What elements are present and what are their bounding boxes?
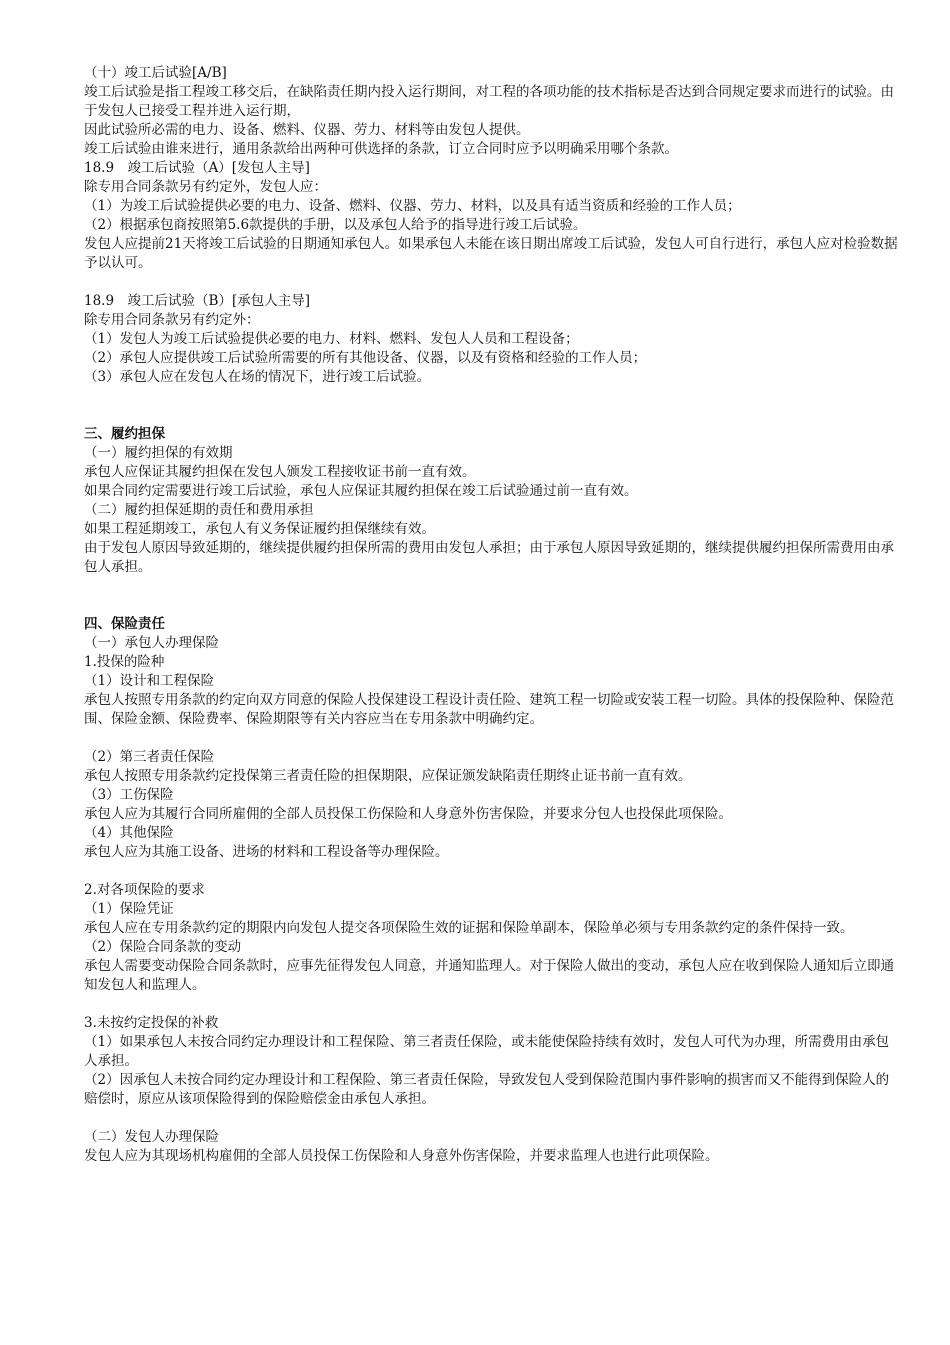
paragraph: 承包人按照专用条款约定投保第三者责任险的担保期限，应保证颁发缺陷责任期终止证书前一直有效。: [84, 768, 692, 784]
paragraph: 承包人应为其施工设备、进场的材料和工程设备等办理保险。: [84, 844, 449, 860]
section-4-heading: 四、保险责任: [84, 616, 165, 632]
clause-b-title: 18.9 竣工后试验（B）[承包人主导]: [84, 293, 311, 309]
paragraph: 竣工后试验是指工程竣工移交后，在缺陷责任期内投入运行期间，对工程的各项功能的技术指标是否达到合同规定要求而进行的试验。由于发包人已接受工程并进入运行期，: [84, 84, 894, 119]
section-3-heading: 三、履约担保: [84, 426, 165, 442]
section-10-title: （十）竣工后试验[A/B]: [84, 65, 227, 81]
subsection-title: （一）承包人办理保险: [84, 635, 219, 651]
item-title: （2）保险合同条款的变动: [84, 939, 242, 955]
list-item: （2）根据承包商按照第5.6款提供的手册，以及承包人给予的指导进行竣工后试验。: [84, 217, 587, 233]
list-item: （2）承包人应提供竣工后试验所需要的所有其他设备、仪器，以及有资格和经验的工作人员；: [84, 350, 647, 366]
paragraph: 除专用合同条款另有约定外：: [84, 312, 260, 328]
paragraph: 发包人应为其现场机构雇佣的全部人员投保工伤保险和人身意外伤害保险，并要求监理人也进行此项保险。: [84, 1148, 719, 1164]
list-item: （1）发包人为竣工后试验提供必要的电力、材料、燃料、发包人人员和工程设备；: [84, 331, 579, 347]
paragraph: 如果合同约定需要进行竣工后试验，承包人应保证其履约担保在竣工后试验通过前一直有效。: [84, 483, 638, 499]
subsection-title: （一）履约担保的有效期: [84, 445, 233, 461]
paragraph: 竣工后试验由谁来进行，通用条款给出两种可供选择的条款，订立合同时应予以明确采用哪个条款。: [84, 141, 678, 157]
subsection-title: 2.对各项保险的要求: [84, 882, 205, 898]
paragraph: 因此试验所必需的电力、设备、燃料、仪器、劳力、材料等由发包人提供。: [84, 122, 530, 138]
item-title: （1）设计和工程保险: [84, 673, 215, 689]
subsection-title: （二）履约担保延期的责任和费用承担: [84, 502, 314, 518]
paragraph: 如果工程延期竣工，承包人有义务保证履约担保继续有效。: [84, 521, 435, 537]
subsection-title: 1.投保的险种: [84, 654, 165, 670]
subsection-title: 3.未按约定投保的补救: [84, 1015, 219, 1031]
item-title: （3）工伤保险: [84, 787, 174, 803]
paragraph: 除专用合同条款另有约定外，发包人应：: [84, 179, 327, 195]
list-item: （3）承包人应在发包人在场的情况下，进行竣工后试验。: [84, 369, 431, 385]
paragraph: 承包人按照专用条款的约定向双方同意的保险人投保建设工程设计责任险、建筑工程一切险或安装工程一切险。具体的投保险种、保险范围、保险金额、保险费率、保险期限等有关内容应当在专用条款中明确约定。: [84, 692, 894, 727]
paragraph: 承包人应保证其履约担保在发包人颁发工程接收证书前一直有效。: [84, 464, 476, 480]
paragraph: 承包人应在专用条款约定的期限内向发包人提交各项保险生效的证据和保险单副本，保险单必须与专用条款约定的条件保持一致。: [84, 920, 854, 936]
paragraph: 承包人需要变动保险合同条款时，应事先征得发包人同意，并通知监理人。对于保险人做出的变动，承包人应在收到保险人通知后立即通知发包人和监理人。: [84, 958, 894, 993]
item-title: （4）其他保险: [84, 825, 174, 841]
paragraph: 承包人应为其履行合同所雇佣的全部人员投保工伤保险和人身意外伤害保险，并要求分包人也投保此项保险。: [84, 806, 732, 822]
paragraph: 由于发包人原因导致延期的，继续提供履约担保所需的费用由发包人承担；由于承包人原因导致延期的，继续提供履约担保所需费用由承包人承担。: [84, 540, 894, 575]
paragraph: 发包人应提前21天将竣工后试验的日期通知承包人。如果承包人未能在该日期出席竣工后试验，发包人可自行进行，承包人应对检验数据予以认可。: [84, 236, 898, 271]
paragraph: （2）因承包人未按合同约定办理设计和工程保险、第三者责任保险，导致发包人受到保险范围内事件影响的损害而又不能得到保险人的赔偿时，原应从该项保险得到的保险赔偿金由承包人承担。: [84, 1072, 890, 1107]
paragraph: （1）如果承包人未按合同约定办理设计和工程保险、第三者责任保险，或未能使保险持续有效时，发包人可代为办理，所需费用由承包人承担。: [84, 1034, 890, 1069]
subsection-title: （二）发包人办理保险: [84, 1129, 219, 1145]
item-title: （2）第三者责任保险: [84, 749, 215, 765]
document-body: [84, 64, 898, 1166]
item-title: （1）保险凭证: [84, 901, 174, 917]
clause-a-title: 18.9 竣工后试验（A）[发包人主导]: [84, 160, 310, 176]
list-item: （1）为竣工后试验提供必要的电力、设备、燃料、仪器、劳力、材料，以及具有适当资质和经验的工作人员；: [84, 198, 741, 214]
